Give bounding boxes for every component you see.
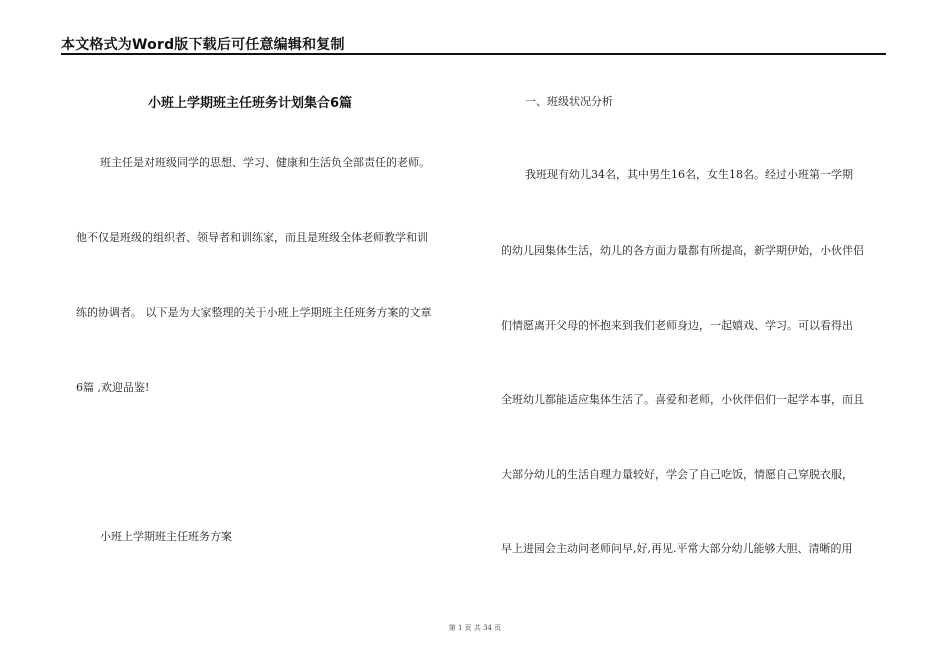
left-paragraph-line: 班主任是对班级同学的思想、学习、健康和生活负全部责任的老师。	[100, 156, 430, 169]
right-paragraph-line: 全班幼儿都能适应集体生活了。喜爱和老师，小伙伴侣们一起学本事，而且	[501, 393, 864, 406]
header-divider	[61, 53, 886, 55]
left-paragraph-line: 练的协调者。 以下是为大家整理的关于小班上学期班主任班务方案的文章	[76, 306, 432, 319]
left-paragraph-line: 他不仅是班级的组织者、领导者和训练家，而且是班级全体老师教学和训	[76, 231, 428, 244]
right-paragraph-line: 早上进园会主动问老师问早,好,再见.平常大部分幼儿能够大胆、清晰的用	[501, 542, 853, 555]
right-paragraph-line: 的幼儿园集体生活，幼儿的各方面力量都有所提高，新学期伊始，小伙伴侣	[501, 244, 864, 257]
page-number: 第 1 页 共 34 页	[448, 624, 502, 632]
document-title: 小班上学期班主任班务计划集合6篇	[148, 96, 353, 111]
left-paragraph-line: 6篇 ,欢迎品鉴!	[76, 381, 150, 394]
right-paragraph-line: 大部分幼儿的生活自理力量较好，学会了自己吃饭，情愿自己穿脱衣服，	[501, 468, 853, 481]
header-title: 本文格式为Word版下载后可任意编辑和复制	[61, 37, 345, 53]
right-paragraph-line: 我班现有幼儿34名，其中男生16名，女生18名。经过小班第一学期	[525, 168, 853, 181]
right-paragraph-line: 们情愿离开父母的怀抱来到我们老师身边，一起嬉戏、学习。可以看得出	[501, 319, 853, 332]
section-heading: 小班上学期班主任班务方案	[100, 530, 232, 543]
section-heading: 一、班级状况分析	[525, 95, 613, 108]
